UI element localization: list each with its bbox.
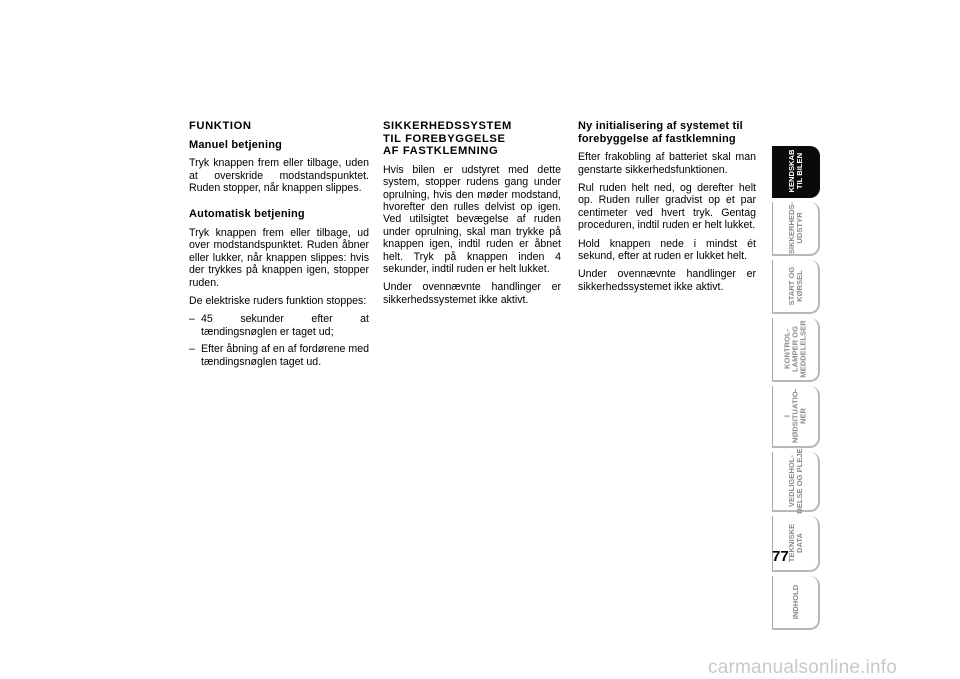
section-heading-initialisering: Ny initialisering af systemet til forebyggelse af fastklemning bbox=[578, 120, 743, 145]
tab-start-og-korsel[interactable]: START OG KØRSEL bbox=[772, 260, 820, 314]
tab-nodsituationer[interactable]: I NØDSITUATIO- NER bbox=[772, 386, 820, 448]
dash-bullet: – bbox=[189, 313, 195, 326]
tab-vedligeholdelse[interactable]: VEDLIGEHOL- DELSE OG PLEJE bbox=[772, 452, 820, 512]
dash-bullet: – bbox=[189, 343, 195, 356]
section-heading-funktion: FUNKTION bbox=[189, 120, 252, 132]
watermark: carmanualsonline.info bbox=[708, 657, 898, 678]
tab-sikkerhedsudstyr[interactable]: SIKKERHEDS- UDSTYR bbox=[772, 202, 820, 256]
tab-kendskab-til-bilen[interactable]: KENDSKAB TIL BILEN bbox=[772, 146, 820, 198]
section-heading-sikkerhedssystem: SIKKERHEDSSYSTEM TIL FOREBYGGELSE AF FASTKLEMNING bbox=[383, 120, 512, 158]
paragraph-frakobling: Efter frakobling af batteriet skal man genstarte sikkerhedsfunktionen. bbox=[578, 151, 756, 176]
paragraph-ikke-aktivt: Under ovennævnte handlinger er sikkerhedssystemet ikke aktivt. bbox=[578, 268, 756, 293]
paragraph-rul-ruden: Rul ruden helt ned, og derefter helt op. Ruden ruller gradvist op et par centimeter ved hvert tryk. Gentag proceduren, indtil ruden er helt lukket. bbox=[578, 182, 756, 232]
tab-indhold[interactable]: INDHOLD bbox=[772, 576, 820, 630]
paragraph-manuel: Tryk knappen frem eller tilbage, uden at overskride modstandspunktet. Ruden stopper, når knappen slippes. bbox=[189, 157, 369, 194]
paragraph-hold-knappen: Hold knappen nede i mindst ét sekund, efter at ruden er lukket helt. bbox=[578, 237, 756, 263]
paragraph-automatisk: Tryk knappen frem eller tilbage, ud over modstandspunktet. Ruden åbner eller lukker, når knappen slippes: hvis der trykkes på knappen igen, stopper ruden. bbox=[189, 227, 369, 289]
list-item: – 45 sekunder efter at tændingsnøglen er taget ud; bbox=[189, 313, 369, 338]
column-initialisering bbox=[578, 120, 756, 299]
paragraph-stoppes: De elektriske ruders funktion stoppes: bbox=[189, 295, 367, 308]
subheading-automatisk-betjening: Automatisk betjening bbox=[189, 208, 305, 221]
subheading-manuel-betjening: Manuel betjening bbox=[189, 138, 283, 151]
paragraph-ikke-aktivt: Under ovennævnte handlinger er sikkerhedssystemet ikke aktivt. bbox=[383, 281, 561, 306]
page-number: 77 bbox=[772, 548, 789, 565]
list-item: – Efter åbning af en af fordørene med tændingsnøglen taget ud. bbox=[189, 343, 369, 368]
paragraph-system: Hvis bilen er udstyret med dette system, stopper rudens gang under oprulning, hvis den møder modstand, hvorefter den rulles delvist op igen. Ved utilsigtet bevægelse af ruden under oprulning, skal man trykke på knappen igen, indtil ruden er åbnet helt. Tryk på knappen inden 4 sekunder, indtil ruden er helt lukket. bbox=[383, 163, 561, 276]
column-sikkerhedssystem bbox=[383, 120, 561, 312]
tab-tekniske-data[interactable]: TEKNISKE DATA bbox=[772, 516, 820, 572]
tab-kontrollamper[interactable]: KONTROL- LAMPER OG MEDDELELSER bbox=[772, 318, 820, 382]
column-funktion bbox=[189, 120, 369, 373]
